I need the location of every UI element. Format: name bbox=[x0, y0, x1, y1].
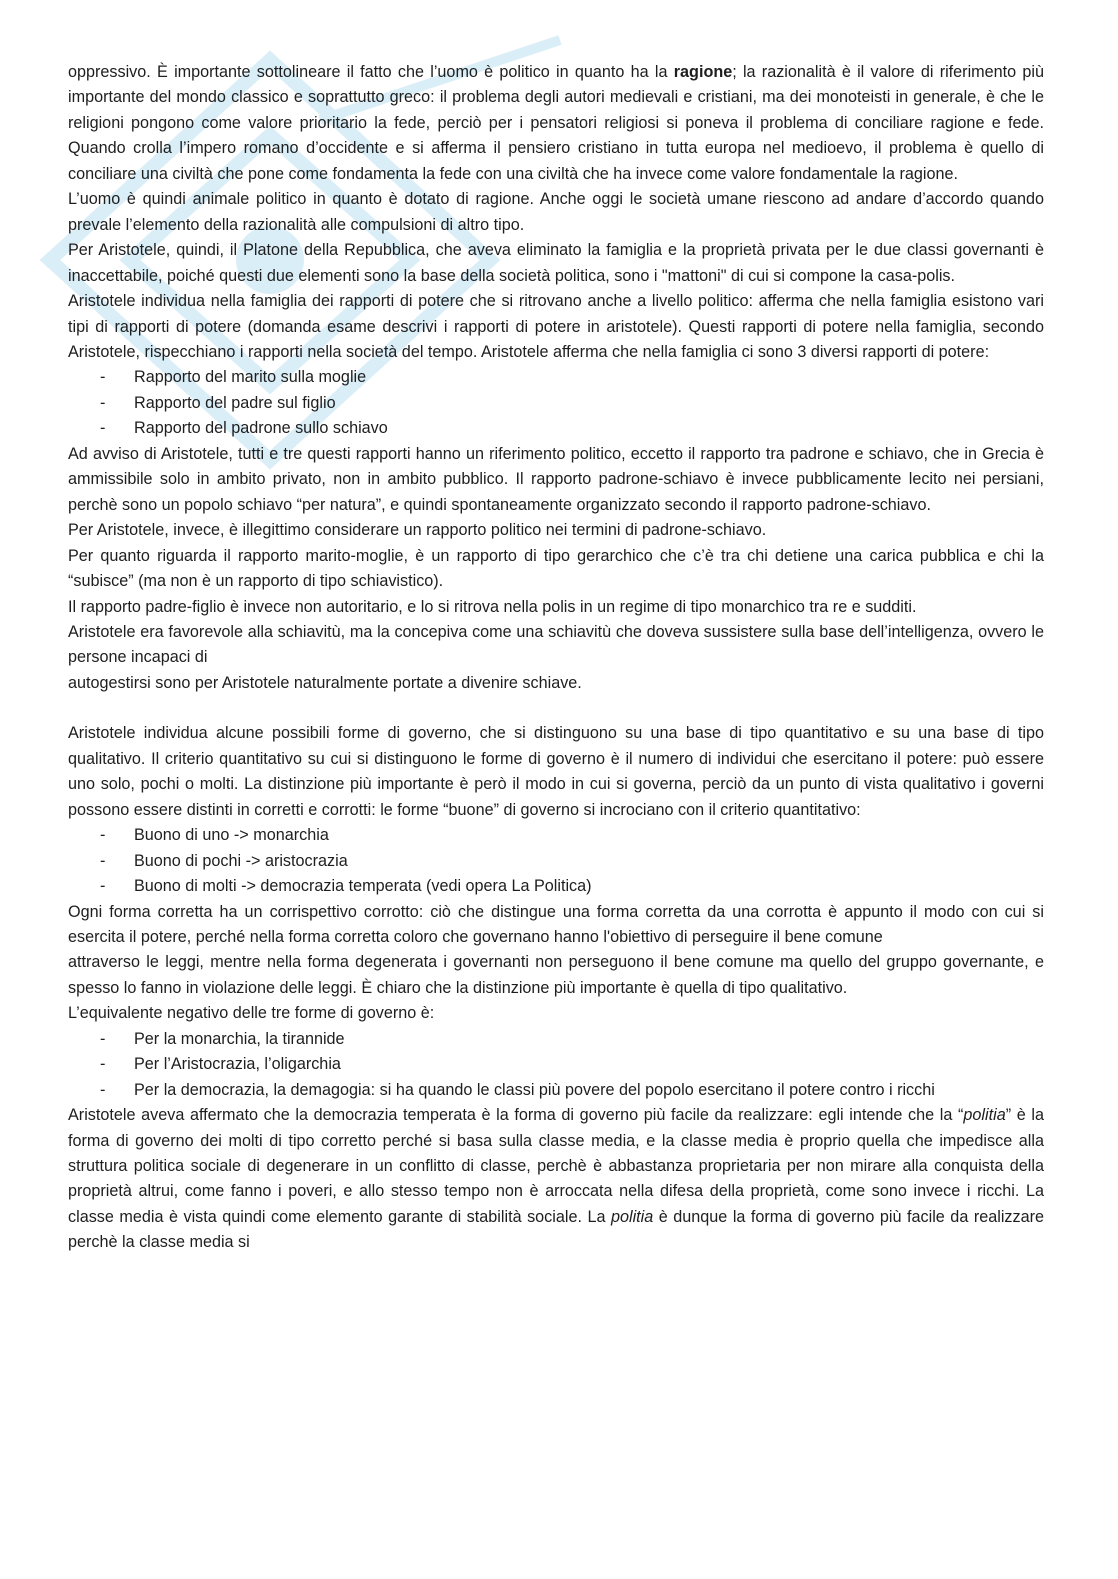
list-item: - Per la democrazia, la demagogia: si ha quando le classi più povere del popolo esercitano il potere contro i ricchi bbox=[68, 1078, 1044, 1103]
paragraph: Aristotele individua alcune possibili forme di governo, che si distinguono su una base di tipo quantitativo e su una base di tipo qualitativo. Il criterio quantitativo su cui si distinguono le forme di governo è il numero di individui che esercitano il potere: può essere uno solo, pochi o molti. La distinzione più importante è però il modo in cui si governa, perciò da un punto di vista qualitativo i governi possono essere distinti in corretti e corrotti: le forme “buone” di governo si incrociano con il criterio quantitativo: bbox=[68, 724, 1044, 819]
list-item: - Rapporto del marito sulla moglie bbox=[68, 365, 1044, 390]
dash-bullet: - bbox=[100, 1029, 106, 1048]
paragraph-gap bbox=[68, 696, 1044, 721]
bullet-list bbox=[68, 1027, 1044, 1103]
list-item: - Buono di pochi -> aristocrazia bbox=[68, 849, 1044, 874]
list-item: - Buono di uno -> monarchia bbox=[68, 823, 1044, 848]
dash-bullet: - bbox=[100, 419, 106, 438]
paragraph: Ad avviso di Aristotele, tutti e tre questi rapporti hanno un riferimento politico, eccetto il rapporto tra padrone e schiavo, che in Grecia è ammissibile solo in ambito privato, non in ambito pubblico. Il rapporto padrone-schiavo è invece pubblicamente lecito nei persiani, perchè sono un popolo schiavo “per natura”, e quindi spontaneamente organizzato secondo il rapporto padrone-schiavo. bbox=[68, 444, 1044, 514]
dash-bullet: - bbox=[100, 826, 106, 845]
list-item: - Buono di molti -> democrazia temperata (vedi opera La Politica) bbox=[68, 874, 1044, 899]
italic-term: politia bbox=[610, 1207, 654, 1226]
dash-bullet: - bbox=[100, 851, 106, 870]
paragraph: Aristotele individua nella famiglia dei rapporti di potere che si ritrovano anche a livello politico: afferma che nella famiglia esistono vari tipi di rapporti di potere (domanda esame descrivi i rapporti di potere in aristotele). Questi rapporti di potere nella famiglia, secondo Aristotele, rispecchiano i rapporti nella società del tempo. Aristotele afferma che nella famiglia ci sono 3 diversi rapporti di potere: bbox=[68, 292, 1044, 361]
paragraph: attraverso le leggi, mentre nella forma degenerata i governanti non perseguono il bene comune ma quello del gruppo governante, e spesso lo fanno in violazione delle leggi. È chiaro che la distinzione più importante è quella di tipo qualitativo. bbox=[68, 953, 1044, 997]
bullet-list bbox=[68, 823, 1044, 899]
paragraph: Il rapporto padre-figlio è invece non autoritario, e lo si ritrova nella polis in un regime di tipo monarchico tra re e sudditi. bbox=[68, 597, 917, 616]
document-page bbox=[68, 60, 1044, 1256]
paragraph: Per Aristotele, quindi, il Platone della Repubblica, che aveva eliminato la famiglia e la proprietà privata per le due classi governanti è inaccettabile, poiché questi due elementi sono la base della società politica, sono i "mattoni" di cui si compone la casa-polis. bbox=[68, 241, 1044, 285]
list-item: - Per la monarchia, la tirannide bbox=[68, 1027, 1044, 1052]
dash-bullet: - bbox=[100, 877, 106, 896]
italic-term: politia bbox=[963, 1106, 1006, 1125]
dash-bullet: - bbox=[100, 1055, 106, 1074]
paragraph: L’equivalente negativo delle tre forme di governo è: bbox=[68, 1004, 435, 1023]
paragraph: Per Aristotele, invece, è illegittimo considerare un rapporto politico nei termini di padrone-schiavo. bbox=[68, 521, 767, 540]
dash-bullet: - bbox=[100, 1080, 106, 1099]
list-item: - Per l’Aristocrazia, l’oligarchia bbox=[68, 1052, 1044, 1077]
list-item: - Rapporto del padre sul figlio bbox=[68, 391, 1044, 416]
paragraph: Aristotele era favorevole alla schiavitù, ma la concepiva come una schiavitù che doveva sussistere sulla base dell’intelligenza, ovvero le persone incapaci di bbox=[68, 622, 1044, 667]
bullet-list bbox=[68, 365, 1044, 441]
paragraph: oppressivo. È importante sottolineare il fatto che l’uomo è politico in quanto ha la ragione; la razionalità è il valore di riferimento più importante del mondo classico e soprattutto greco: il problema degli autori medievali e cristiani, ma dei monoteisti in generale, è che le religioni pongono come valore prioritario la fede, perciò per i pensatori religiosi si poneva il problema di conciliare ragione e fede. Quando crolla l’impero romano d’occidente e si afferma il pensiero cristiano in tutta europa nel medioevo, il problema è quello di conciliare una civiltà che pone come fondamenta la fede con una civiltà che ha invece come valore fondamentale la ragione. bbox=[68, 63, 1044, 183]
paragraph: autogestirsi sono per Aristotele naturalmente portate a divenire schiave. bbox=[68, 673, 582, 692]
paragraph: Per quanto riguarda il rapporto marito-moglie, è un rapporto di tipo gerarchico che c’è tra chi detiene una carica pubblica e chi la “subisce” (ma non è un rapporto di tipo schiavistico). bbox=[68, 546, 1044, 591]
dash-bullet: - bbox=[100, 368, 106, 387]
paragraph: L’uomo è quindi animale politico in quanto è dotato di ragione. Anche oggi le società umane riescono ad andare d’accordo quando prevale l’elemento della razionalità alle compulsioni di altro tipo. bbox=[68, 190, 1044, 234]
bold-term: ragione bbox=[673, 63, 733, 81]
dash-bullet: - bbox=[100, 393, 106, 412]
list-item: - Rapporto del padrone sullo schiavo bbox=[68, 416, 1044, 441]
paragraph: Aristotele aveva affermato che la democrazia temperata è la forma di governo più facile da realizzare: egli intende che la “politia” è la forma di governo dei molti di tipo corretto perché si basa sulla classe media, e la classe media è proprio quella che impedisce alla struttura politica sociale di degenerare in un conflitto di classe, perchè è abbastanza proprietaria per non mirare alla conquista della proprietà altrui, come fanno i poveri, e allo stesso tempo non è arroccata nella difesa della proprietà, come sono invece i ricchi. La classe media è vista quindi come elemento garante di stabilità sociale. La politia è dunque la forma di governo più facile da realizzare perchè la classe media si bbox=[68, 1106, 1044, 1252]
paragraph: Ogni forma corretta ha un corrispettivo corrotto: ciò che distingue una forma corretta da una corrotta è appunto il modo con cui si esercita il potere, perché nella forma corretta coloro che governano hanno l'obiettivo di perseguire il bene comune bbox=[68, 902, 1044, 946]
